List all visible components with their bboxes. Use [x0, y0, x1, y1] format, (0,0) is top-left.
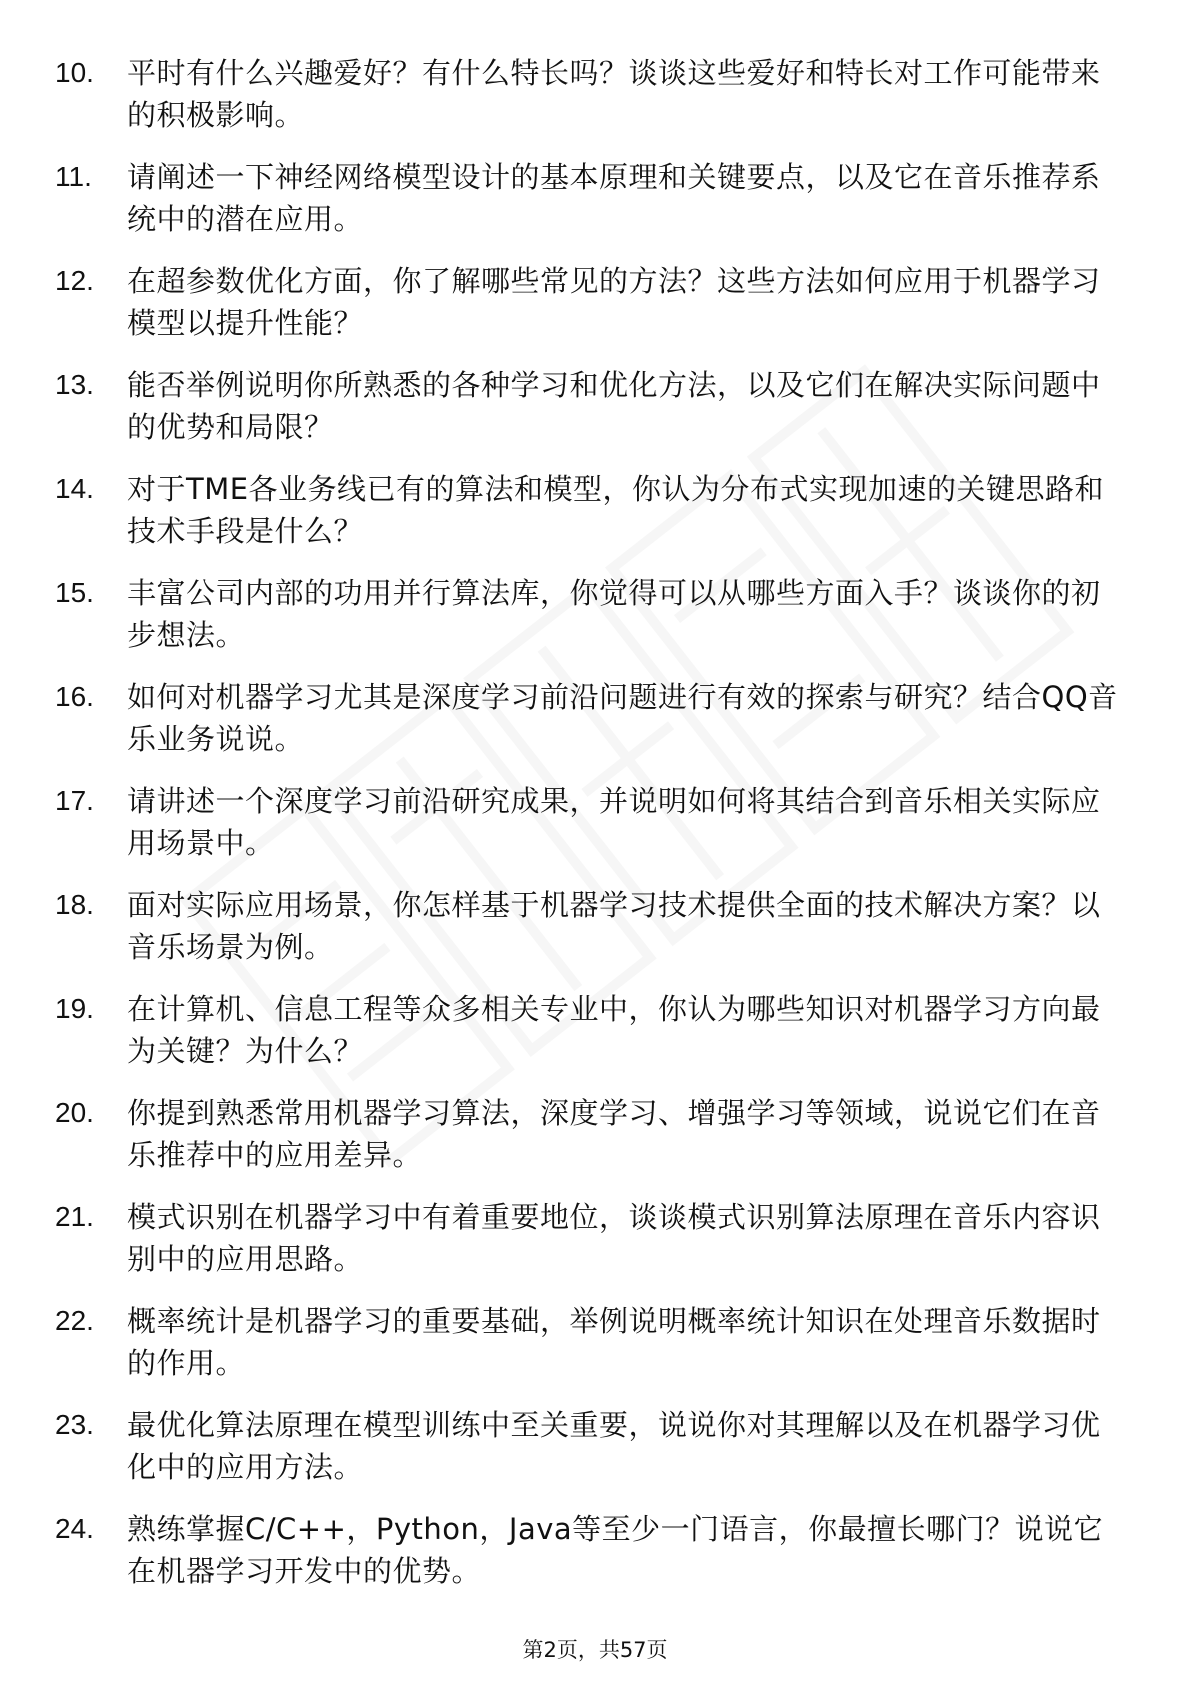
question-number: 24. [55, 1513, 94, 1544]
question-text: 请讲述一个深度学习前沿研究成果，并说明如何将其结合到音乐相关实际应用场景中。 [127, 784, 1101, 860]
list-item [55, 156, 1135, 260]
list-item [55, 988, 1135, 1092]
list-item [55, 52, 1135, 156]
question-text: 平时有什么兴趣爱好？有什么特长吗？谈谈这些爱好和特长对工作可能带来的积极影响。 [127, 56, 1101, 132]
question-number: 22. [55, 1305, 94, 1336]
question-number: 18. [55, 889, 94, 920]
question-text: 对于TME各业务线已有的算法和模型，你认为分布式实现加速的关键思路和技术手段是什么？ [127, 472, 1105, 548]
list-item [55, 364, 1135, 468]
page-footer [0, 1636, 1190, 1664]
question-text: 模式识别在机器学习中有着重要地位，谈谈模式识别算法原理在音乐内容识别中的应用思路。 [127, 1200, 1101, 1276]
list-item [55, 1508, 1135, 1612]
question-list [55, 52, 1135, 1612]
question-number: 17. [55, 785, 94, 816]
question-text: 概率统计是机器学习的重要基础，举例说明概率统计知识在处理音乐数据时的作用。 [127, 1304, 1101, 1380]
list-item [55, 884, 1135, 988]
question-number: 19. [55, 993, 94, 1024]
question-text: 面对实际应用场景，你怎样基于机器学习技术提供全面的技术解决方案？以音乐场景为例。 [127, 888, 1101, 964]
question-number: 12. [55, 265, 94, 296]
question-text: 熟练掌握C/C++，Python，Java等至少一门语言，你最擅长哪门？说说它在机器学习开发中的优势。 [127, 1512, 1104, 1588]
list-item [55, 780, 1135, 884]
question-number: 10. [55, 57, 94, 88]
question-number: 21. [55, 1201, 94, 1232]
list-item [55, 676, 1135, 780]
page-number-label: 第2页，共57页 [522, 1638, 668, 1662]
list-item [55, 1196, 1135, 1300]
question-text: 能否举例说明你所熟悉的各种学习和优化方法，以及它们在解决实际问题中的优势和局限？ [127, 368, 1101, 444]
question-text: 请阐述一下神经网络模型设计的基本原理和关键要点，以及它在音乐推荐系统中的潜在应用。 [127, 160, 1101, 236]
question-number: 13. [55, 369, 94, 400]
list-item [55, 1300, 1135, 1404]
question-text: 在计算机、信息工程等众多相关专业中，你认为哪些知识对机器学习方向最为关键？为什么？ [127, 992, 1101, 1068]
question-number: 15. [55, 577, 94, 608]
question-text: 丰富公司内部的功用并行算法库，你觉得可以从哪些方面入手？谈谈你的初步想法。 [127, 576, 1101, 652]
list-item [55, 1404, 1135, 1508]
question-number: 23. [55, 1409, 94, 1440]
list-item [55, 260, 1135, 364]
list-item [55, 1092, 1135, 1196]
list-item [55, 572, 1135, 676]
question-text: 在超参数优化方面，你了解哪些常见的方法？这些方法如何应用于机器学习模型以提升性能？ [127, 264, 1101, 340]
question-number: 16. [55, 681, 94, 712]
question-number: 11. [55, 161, 92, 192]
question-text: 你提到熟悉常用机器学习算法，深度学习、增强学习等领域，说说它们在音乐推荐中的应用差异。 [127, 1096, 1101, 1172]
question-text: 如何对机器学习尤其是深度学习前沿问题进行有效的探索与研究？结合QQ音乐业务说说。 [127, 680, 1118, 756]
question-text: 最优化算法原理在模型训练中至关重要，说说你对其理解以及在机器学习优化中的应用方法。 [127, 1408, 1101, 1484]
list-item [55, 468, 1135, 572]
question-number: 14. [55, 473, 94, 504]
question-number: 20. [55, 1097, 94, 1128]
